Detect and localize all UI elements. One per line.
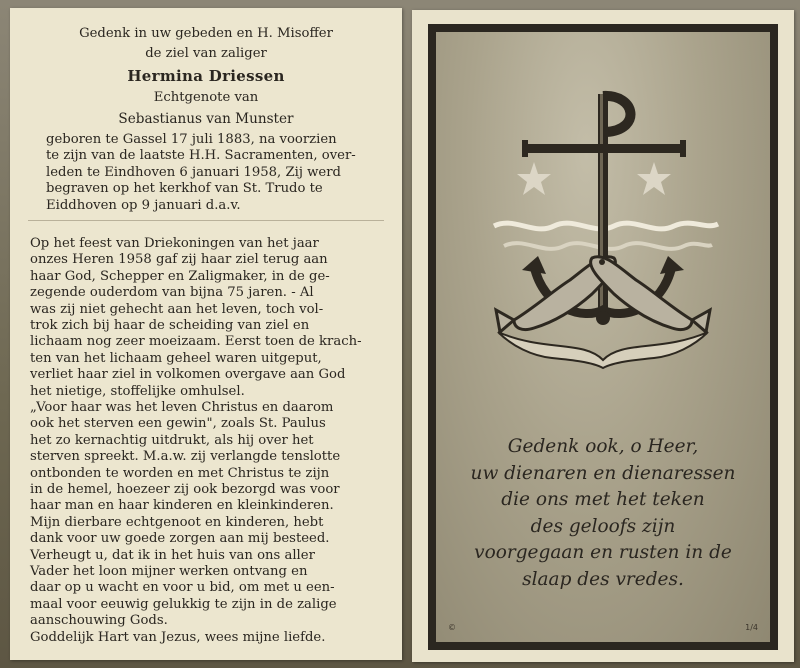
section-divider bbox=[28, 220, 384, 221]
text-line: zegende ouderdom van bijna 75 jaren. - Al bbox=[30, 285, 314, 301]
fish-right-tail bbox=[692, 310, 710, 332]
quote-paragraph bbox=[30, 400, 386, 630]
verse-line: voorgegaan en rusten in de bbox=[474, 542, 732, 563]
anchor-fluke-right bbox=[660, 256, 684, 274]
text-line: het zo kernachtig uitdrukt, als hij over het bbox=[30, 432, 314, 448]
memorial-card-image-side bbox=[412, 10, 794, 662]
text-line: in de hemel, hoezeer zij ook bezorgd was voor bbox=[30, 482, 340, 498]
epiphany-paragraph bbox=[30, 236, 386, 400]
bio-line: leden te Eindhoven 6 januari 1958, Zij werd bbox=[46, 164, 341, 180]
text-line: sterven spreekt. M.a.w. zij verlangde tenslotte bbox=[30, 449, 341, 465]
text-line: het nietige, stoffelijke omhulsel. bbox=[30, 383, 245, 399]
text-line: „Voor haar was het leven Christus en daarom bbox=[30, 400, 334, 415]
text-line: aanschouwing Gods. bbox=[30, 613, 168, 629]
anchor-crown bbox=[596, 311, 610, 325]
memorial-card-text-side bbox=[10, 8, 402, 660]
star-icon bbox=[517, 162, 551, 195]
chi-rho-anchor-fish-icon bbox=[474, 70, 732, 370]
fish-left-tail bbox=[496, 310, 514, 332]
text-line: dank voor uw goede zorgen aan mij besteed. bbox=[30, 531, 330, 547]
verse-text bbox=[436, 434, 770, 593]
verse-line: slaap des vredes. bbox=[522, 568, 684, 590]
text-line: trok zich bij haar de scheiding van ziel en bbox=[30, 318, 310, 334]
cross-bar bbox=[526, 144, 682, 153]
soul-of-line: de ziel van zaliger bbox=[145, 46, 267, 61]
text-line: haar God, Schepper en Zaligmaker, in de ge- bbox=[30, 268, 330, 284]
black-frame bbox=[428, 24, 778, 650]
page-number: 1/4 bbox=[745, 623, 758, 632]
verse-line: die ons met het teken bbox=[501, 489, 705, 510]
text-line: Vader het loon mijner werken ontvang en bbox=[30, 564, 308, 580]
verse-line: uw dienaren en dienaressen bbox=[470, 462, 736, 484]
bio-line: begraven op het kerkhof van St. Trudo te bbox=[46, 181, 323, 197]
deceased-name: Hermina Driessen bbox=[127, 67, 285, 85]
text-line: maal voor eeuwig gelukkig te zijn in de zalige bbox=[30, 596, 337, 612]
closing-prayer: Goddelijk Hart van Jezus, wees mijne liefde. bbox=[30, 630, 326, 645]
bio-line: te zijn van de laatste H.H. Sacramenten, over- bbox=[46, 148, 356, 164]
text-line: daar op u wacht en voor u bid, om met u een- bbox=[30, 580, 335, 596]
text-line: haar man en haar kinderen en kleinkinderen. bbox=[30, 498, 334, 514]
text-line: lichaam nog zeer moeizaam. Eerst toen de krach- bbox=[30, 334, 362, 350]
spouse-name: Sebastianus van Munster bbox=[118, 111, 294, 127]
biography-paragraph bbox=[46, 132, 386, 214]
text-line: onzes Heren 1958 gaf zij haar ziel terug aan bbox=[30, 252, 328, 268]
cross-bar-right-end bbox=[680, 140, 686, 157]
text-line: Op het feest van Driekoningen van het jaar bbox=[30, 236, 319, 251]
text-line: was zij niet gehecht aan het leven, toch vol- bbox=[30, 301, 324, 317]
prayer-request-line: Gedenk in uw gebeden en H. Misoffer bbox=[79, 26, 333, 41]
cross-bar-left-end bbox=[522, 140, 528, 157]
printer-mark: © bbox=[448, 623, 456, 632]
star-icon bbox=[637, 162, 671, 195]
ribbon-base bbox=[498, 332, 708, 368]
anchor-fluke-left bbox=[522, 256, 546, 274]
text-line: ten van het lichaam geheel waren uitgeput, bbox=[30, 350, 322, 366]
fish-right-eye bbox=[599, 259, 605, 265]
verse-line: des geloofs zijn bbox=[530, 515, 676, 537]
bio-line: geboren te Gassel 17 juli 1883, na voorzien bbox=[46, 132, 337, 147]
text-line: ook het sterven een gewin", zoals St. Paulus bbox=[30, 416, 326, 432]
text-line: verliet haar ziel in volkomen overgave aan God bbox=[30, 367, 346, 383]
image-panel bbox=[436, 32, 770, 642]
text-line: Verheugt u, dat ik in het huis van ons aller bbox=[30, 547, 315, 563]
spouse-label: Echtgenote van bbox=[153, 90, 259, 105]
text-line: ontbonden te worden en met Christus te zijn bbox=[30, 465, 330, 481]
bio-line: Eiddhoven op 9 januari d.a.v. bbox=[46, 197, 241, 213]
text-line: Mijn dierbare echtgenoot en kinderen, hebt bbox=[30, 514, 324, 530]
verse-line: Gedenk ook, o Heer, bbox=[507, 436, 699, 457]
